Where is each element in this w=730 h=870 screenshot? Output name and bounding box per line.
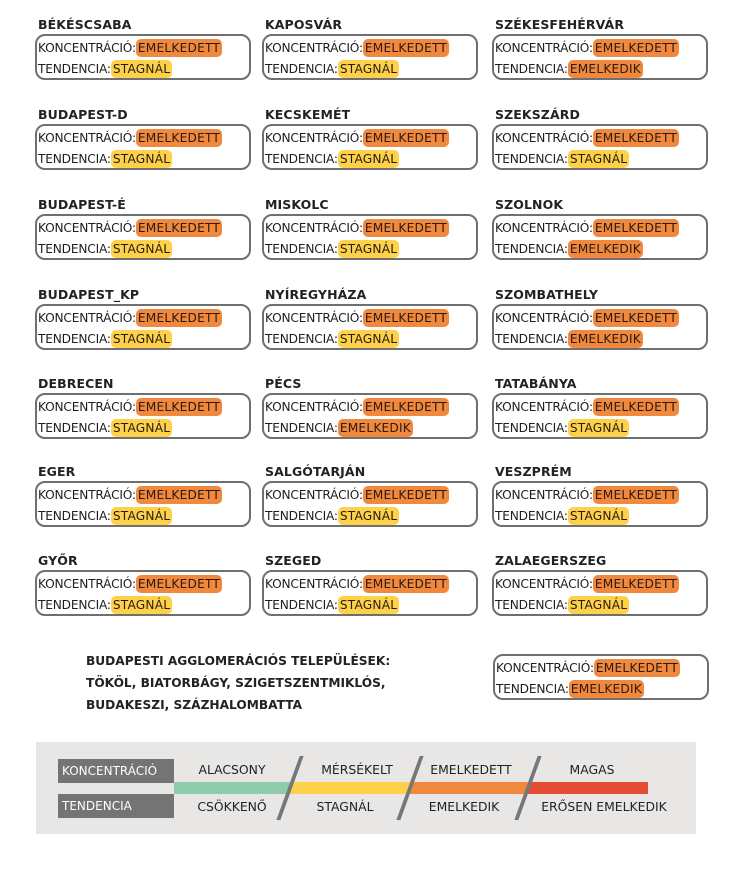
status-box bbox=[262, 481, 478, 527]
status-box bbox=[35, 304, 251, 350]
city-card bbox=[492, 16, 708, 80]
city-card bbox=[492, 196, 708, 260]
trend-label: TENDENCIA: bbox=[495, 62, 568, 76]
status-box bbox=[492, 124, 708, 170]
city-card bbox=[35, 375, 251, 439]
status-box bbox=[262, 304, 478, 350]
trend-badge: STAGNÁL bbox=[569, 421, 628, 435]
concentration-row bbox=[38, 308, 249, 329]
city-name: MISKOLC bbox=[265, 197, 329, 212]
status-box bbox=[492, 393, 708, 439]
legend-trend-stagnant: STAGNÁL bbox=[316, 799, 374, 814]
trend-row bbox=[265, 239, 476, 260]
trend-row bbox=[38, 329, 249, 350]
status-box bbox=[492, 34, 708, 80]
trend-row bbox=[38, 418, 249, 439]
concentration-row bbox=[495, 574, 706, 595]
trend-label: TENDENCIA: bbox=[495, 242, 568, 256]
trend-row bbox=[265, 418, 476, 439]
trend-label: TENDENCIA: bbox=[496, 682, 569, 696]
concentration-row bbox=[265, 128, 476, 149]
trend-badge: EMELKEDIK bbox=[569, 62, 641, 76]
agglomeration-title bbox=[86, 650, 390, 716]
city-name: ZALAEGERSZEG bbox=[495, 553, 607, 568]
agglomeration-title-line: BUDAKESZI, SZÁZHALOMBATTA bbox=[86, 698, 303, 712]
legend-bar-elevated bbox=[410, 782, 528, 794]
legend-trend-decreasing: CSÖKKENŐ bbox=[197, 799, 267, 814]
trend-label: TENDENCIA: bbox=[265, 242, 338, 256]
concentration-label: KONCENTRÁCIÓ: bbox=[265, 400, 363, 414]
trend-label: TENDENCIA: bbox=[265, 152, 338, 166]
trend-label: TENDENCIA: bbox=[38, 62, 111, 76]
concentration-badge: EMELKEDETT bbox=[137, 577, 221, 591]
concentration-label: KONCENTRÁCIÓ: bbox=[38, 221, 136, 235]
concentration-label: KONCENTRÁCIÓ: bbox=[495, 131, 593, 145]
trend-badge: STAGNÁL bbox=[112, 242, 171, 256]
trend-label: TENDENCIA: bbox=[38, 242, 111, 256]
city-name: BUDAPEST-É bbox=[38, 197, 126, 212]
concentration-badge: EMELKEDETT bbox=[364, 311, 448, 325]
concentration-row bbox=[495, 218, 706, 239]
city-card bbox=[35, 463, 251, 527]
city-card bbox=[35, 286, 251, 350]
status-box bbox=[35, 214, 251, 260]
concentration-badge: EMELKEDETT bbox=[364, 488, 448, 502]
city-name: KECSKEMÉT bbox=[265, 107, 351, 122]
concentration-badge: EMELKEDETT bbox=[594, 400, 678, 414]
concentration-badge: EMELKEDETT bbox=[364, 221, 448, 235]
trend-row bbox=[38, 595, 249, 616]
city-name: GYŐR bbox=[38, 553, 78, 568]
city-name: BÉKÉSCSABA bbox=[38, 17, 132, 32]
legend-concentration-header: KONCENTRÁCIÓ bbox=[58, 759, 174, 783]
trend-badge: STAGNÁL bbox=[339, 62, 398, 76]
trend-label: TENDENCIA: bbox=[265, 509, 338, 523]
trend-row bbox=[495, 329, 706, 350]
legend-level-high: MAGAS bbox=[569, 762, 615, 777]
concentration-label: KONCENTRÁCIÓ: bbox=[265, 221, 363, 235]
trend-row bbox=[265, 506, 476, 527]
trend-label: TENDENCIA: bbox=[38, 598, 111, 612]
trend-badge: STAGNÁL bbox=[339, 332, 398, 346]
trend-row bbox=[495, 418, 706, 439]
city-card bbox=[35, 196, 251, 260]
city-name: SZOLNOK bbox=[495, 197, 564, 212]
trend-row bbox=[495, 239, 706, 260]
trend-row bbox=[38, 59, 249, 80]
trend-badge: STAGNÁL bbox=[339, 152, 398, 166]
city-card bbox=[262, 375, 478, 439]
city-name: NYÍREGYHÁZA bbox=[265, 287, 367, 302]
city-card bbox=[262, 552, 478, 616]
legend-bar-high bbox=[528, 782, 648, 794]
concentration-badge: EMELKEDETT bbox=[594, 311, 678, 325]
concentration-label: KONCENTRÁCIÓ: bbox=[38, 311, 136, 325]
city-name: TATABÁNYA bbox=[495, 376, 577, 391]
concentration-badge: EMELKEDETT bbox=[137, 488, 221, 502]
trend-label: TENDENCIA: bbox=[265, 62, 338, 76]
concentration-badge: EMELKEDETT bbox=[595, 661, 679, 675]
concentration-row bbox=[38, 218, 249, 239]
city-name: PÉCS bbox=[265, 376, 302, 391]
status-box bbox=[262, 34, 478, 80]
concentration-badge: EMELKEDETT bbox=[364, 577, 448, 591]
trend-row bbox=[265, 595, 476, 616]
status-box bbox=[492, 214, 708, 260]
concentration-label: KONCENTRÁCIÓ: bbox=[265, 577, 363, 591]
legend-trend-header: TENDENCIA bbox=[58, 794, 174, 818]
city-card bbox=[492, 106, 708, 170]
concentration-label: KONCENTRÁCIÓ: bbox=[265, 41, 363, 55]
trend-badge: EMELKEDIK bbox=[570, 682, 642, 696]
trend-label: TENDENCIA: bbox=[495, 152, 568, 166]
status-box bbox=[35, 34, 251, 80]
trend-badge: EMELKEDIK bbox=[339, 421, 411, 435]
concentration-label: KONCENTRÁCIÓ: bbox=[495, 577, 593, 591]
city-name: SZEGED bbox=[265, 553, 322, 568]
concentration-row bbox=[265, 397, 476, 418]
trend-label: TENDENCIA: bbox=[265, 332, 338, 346]
trend-row bbox=[265, 59, 476, 80]
trend-badge: STAGNÁL bbox=[339, 242, 398, 256]
trend-row bbox=[38, 506, 249, 527]
concentration-row bbox=[38, 485, 249, 506]
trend-badge: STAGNÁL bbox=[112, 421, 171, 435]
trend-row bbox=[265, 329, 476, 350]
concentration-badge: EMELKEDETT bbox=[137, 311, 221, 325]
city-name: KAPOSVÁR bbox=[265, 17, 343, 32]
concentration-label: KONCENTRÁCIÓ: bbox=[38, 400, 136, 414]
concentration-label: KONCENTRÁCIÓ: bbox=[495, 221, 593, 235]
status-box bbox=[492, 304, 708, 350]
concentration-row bbox=[495, 485, 706, 506]
concentration-label: KONCENTRÁCIÓ: bbox=[38, 488, 136, 502]
concentration-row bbox=[265, 485, 476, 506]
concentration-badge: EMELKEDETT bbox=[137, 131, 221, 145]
status-box bbox=[35, 124, 251, 170]
concentration-row bbox=[38, 128, 249, 149]
trend-badge: EMELKEDIK bbox=[569, 242, 641, 256]
trend-row bbox=[495, 59, 706, 80]
city-name: EGER bbox=[38, 464, 76, 479]
concentration-row bbox=[265, 574, 476, 595]
concentration-row bbox=[495, 397, 706, 418]
city-card bbox=[492, 286, 708, 350]
status-box bbox=[35, 481, 251, 527]
concentration-label: KONCENTRÁCIÓ: bbox=[495, 41, 593, 55]
concentration-label: KONCENTRÁCIÓ: bbox=[496, 661, 594, 675]
concentration-label: KONCENTRÁCIÓ: bbox=[265, 488, 363, 502]
trend-label: TENDENCIA: bbox=[265, 421, 338, 435]
concentration-row bbox=[495, 308, 706, 329]
status-box bbox=[262, 393, 478, 439]
concentration-badge: EMELKEDETT bbox=[594, 131, 678, 145]
concentration-badge: EMELKEDETT bbox=[137, 400, 221, 414]
concentration-label: KONCENTRÁCIÓ: bbox=[265, 311, 363, 325]
city-name: SZEKSZÁRD bbox=[495, 107, 580, 122]
city-card bbox=[492, 463, 708, 527]
city-card bbox=[35, 552, 251, 616]
concentration-badge: EMELKEDETT bbox=[364, 41, 448, 55]
concentration-label: KONCENTRÁCIÓ: bbox=[265, 131, 363, 145]
trend-badge: STAGNÁL bbox=[112, 62, 171, 76]
trend-badge: STAGNÁL bbox=[569, 598, 628, 612]
trend-badge: STAGNÁL bbox=[112, 598, 171, 612]
status-box bbox=[262, 214, 478, 260]
concentration-row bbox=[496, 658, 707, 679]
concentration-label: KONCENTRÁCIÓ: bbox=[495, 311, 593, 325]
legend-trend-strongly-rising: ERŐSEN EMELKEDIK bbox=[541, 799, 667, 814]
legend-level-moderate: MÉRSÉKELT bbox=[321, 762, 393, 777]
city-card bbox=[35, 106, 251, 170]
status-box bbox=[35, 570, 251, 616]
concentration-row bbox=[38, 397, 249, 418]
trend-label: TENDENCIA: bbox=[495, 509, 568, 523]
trend-row bbox=[496, 679, 707, 700]
concentration-badge: EMELKEDETT bbox=[594, 577, 678, 591]
trend-row bbox=[38, 239, 249, 260]
trend-badge: STAGNÁL bbox=[339, 598, 398, 612]
concentration-badge: EMELKEDETT bbox=[137, 221, 221, 235]
legend-bar-moderate bbox=[290, 782, 410, 794]
city-card bbox=[262, 196, 478, 260]
concentration-badge: EMELKEDETT bbox=[364, 131, 448, 145]
city-card bbox=[492, 375, 708, 439]
trend-label: TENDENCIA: bbox=[38, 509, 111, 523]
trend-badge: EMELKEDIK bbox=[569, 332, 641, 346]
concentration-row bbox=[265, 38, 476, 59]
trend-badge: STAGNÁL bbox=[112, 152, 171, 166]
legend bbox=[36, 742, 696, 834]
trend-label: TENDENCIA: bbox=[38, 421, 111, 435]
city-card bbox=[35, 16, 251, 80]
legend-trend-rising: EMELKEDIK bbox=[428, 799, 500, 814]
concentration-row bbox=[38, 38, 249, 59]
city-name: SALGÓTARJÁN bbox=[265, 464, 366, 479]
city-name: BUDAPEST_KP bbox=[38, 287, 140, 302]
trend-row bbox=[495, 149, 706, 170]
concentration-badge: EMELKEDETT bbox=[594, 488, 678, 502]
trend-label: TENDENCIA: bbox=[495, 332, 568, 346]
trend-label: TENDENCIA: bbox=[38, 152, 111, 166]
city-card bbox=[492, 552, 708, 616]
trend-label: TENDENCIA: bbox=[265, 598, 338, 612]
trend-badge: STAGNÁL bbox=[112, 509, 171, 523]
concentration-badge: EMELKEDETT bbox=[137, 41, 221, 55]
concentration-label: KONCENTRÁCIÓ: bbox=[38, 41, 136, 55]
status-box bbox=[262, 124, 478, 170]
agglomeration-title-line: BUDAPESTI AGGLOMERÁCIÓS TELEPÜLÉSEK: bbox=[86, 654, 391, 668]
city-name: VESZPRÉM bbox=[495, 464, 572, 479]
legend-bar-low bbox=[174, 782, 290, 794]
city-name: SZÉKESFEHÉRVÁR bbox=[495, 17, 625, 32]
concentration-badge: EMELKEDETT bbox=[594, 221, 678, 235]
concentration-row bbox=[495, 38, 706, 59]
city-name: DEBRECEN bbox=[38, 376, 114, 391]
status-box bbox=[492, 481, 708, 527]
city-card bbox=[262, 106, 478, 170]
concentration-badge: EMELKEDETT bbox=[364, 400, 448, 414]
status-box bbox=[262, 570, 478, 616]
legend-level-low: ALACSONY bbox=[198, 762, 266, 777]
legend-level-elevated: EMELKEDETT bbox=[430, 762, 512, 777]
status-box bbox=[493, 654, 709, 700]
city-name: BUDAPEST-D bbox=[38, 107, 128, 122]
trend-badge: STAGNÁL bbox=[112, 332, 171, 346]
trend-label: TENDENCIA: bbox=[495, 421, 568, 435]
concentration-row bbox=[265, 218, 476, 239]
trend-row bbox=[495, 595, 706, 616]
trend-row bbox=[38, 149, 249, 170]
trend-label: TENDENCIA: bbox=[38, 332, 111, 346]
concentration-label: KONCENTRÁCIÓ: bbox=[38, 577, 136, 591]
agglomeration-title-line: TÖKÖL, BIATORBÁGY, SZIGETSZENTMIKLÓS, bbox=[86, 676, 386, 690]
concentration-row bbox=[495, 128, 706, 149]
status-box bbox=[35, 393, 251, 439]
trend-badge: STAGNÁL bbox=[569, 509, 628, 523]
trend-row bbox=[495, 506, 706, 527]
concentration-label: KONCENTRÁCIÓ: bbox=[495, 400, 593, 414]
concentration-row bbox=[38, 574, 249, 595]
city-card bbox=[262, 16, 478, 80]
trend-badge: STAGNÁL bbox=[339, 509, 398, 523]
concentration-label: KONCENTRÁCIÓ: bbox=[495, 488, 593, 502]
trend-badge: STAGNÁL bbox=[569, 152, 628, 166]
trend-row bbox=[265, 149, 476, 170]
trend-label: TENDENCIA: bbox=[495, 598, 568, 612]
city-name: SZOMBATHELY bbox=[495, 287, 599, 302]
concentration-label: KONCENTRÁCIÓ: bbox=[38, 131, 136, 145]
concentration-badge: EMELKEDETT bbox=[594, 41, 678, 55]
city-card bbox=[262, 463, 478, 527]
city-card bbox=[262, 286, 478, 350]
concentration-row bbox=[265, 308, 476, 329]
agglomeration-card bbox=[493, 654, 709, 700]
status-box bbox=[492, 570, 708, 616]
